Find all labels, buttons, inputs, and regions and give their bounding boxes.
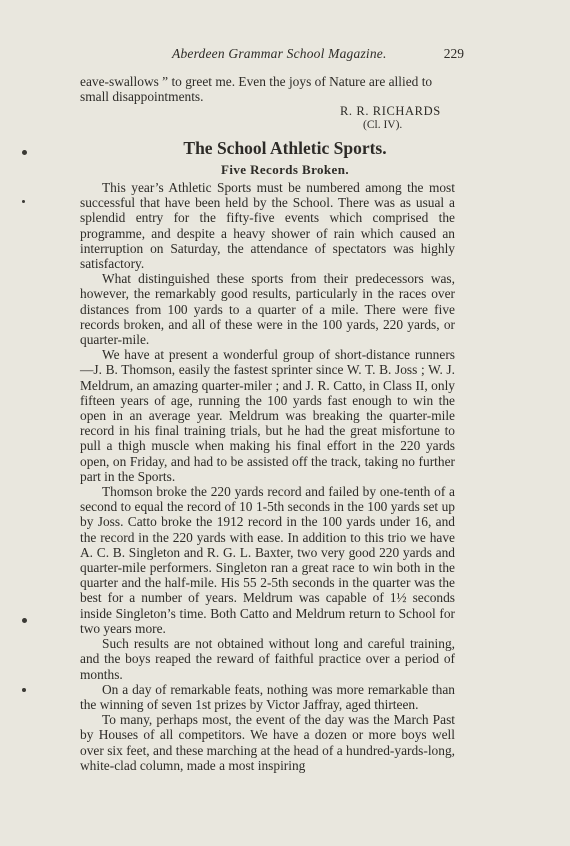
page-number: 229 xyxy=(443,46,464,61)
intro-text: eave-swallows ” to greet me. Even the joys of Nature are allied to small disappointments. xyxy=(80,74,433,105)
paragraph: On a day of remarkable feats, nothing was more remarkable than the winning of seven 1st prizes by Victor Jaffray, aged thirteen. xyxy=(80,681,455,712)
binding-mark xyxy=(22,688,26,692)
paragraph: We have at present a wonderful group of short-distance runners—J. B. Thomson, easily the fastest sprinter since W. T. B. Joss ; W. J. Meldrum, an amazing quarter-miler ; and J. R. Catto, in Class II, only fifteen years of age, running the 100 yards fast enough to win the open in an average year. Meldrum was breaking the quarter-mile record in his final training trials, but he had the great misfortune to pull a thigh muscle when making his final effort in the 220 yards open, on Friday, and had to be assisted off the track, taking no further part in the Sports. xyxy=(80,347,455,484)
article-subtitle: Five Records Broken. xyxy=(221,162,349,177)
paragraph: What distinguished these sports from their predecessors was, however, the remarkably good results, particularly in the races over distances from 100 yards to a quarter of a mile. There were five records broken, and all of these were in the 100 yards, 220 yards, or quarter-mile. xyxy=(80,271,455,348)
binding-mark xyxy=(22,618,27,623)
paragraph: To many, perhaps most, the event of the day was the March Past by Houses of all competitors. We have a dozen or more boys well over six feet, and these marching at the head of a hundred-yards-long, white-clad column, made a most inspiring xyxy=(80,712,455,773)
page-header xyxy=(80,46,464,66)
binding-mark xyxy=(22,150,27,155)
article-body xyxy=(80,180,455,773)
binding-mark xyxy=(22,200,25,203)
paragraph: Thomson broke the 220 yards record and failed by one-tenth of a second to equal the record of 10 1-5th seconds in the 100 yards set up by Joss. Catto broke the 1912 record in the 100 yards under 16, and the record in the 220 yards with ease. In addition to this trio we have A. C. B. Singleton and R. G. L. Baxter, two very good 220 yards and quarter-mile performers. Singleton ran a great race to win both in the quarter and the half-mile. His 55 2-5th seconds in the quarter was the best for a number of years. Meldrum was capable of 1½ seconds inside Singleton’s time. Both Catto and Meldrum return to School for two years more. xyxy=(80,484,455,636)
author-signature: R. R. RICHARDS xyxy=(340,104,441,118)
paragraph: This year’s Athletic Sports must be numbered among the most successful that have been held by the School. There was as usual a splendid entry for the fifty-five events which comprised the programme, and despite a heavy shower of rain which caused an interruption on Saturday, the attendance of spectators was highly satisfactory. xyxy=(80,180,455,272)
paragraph: Such results are not obtained without long and careful training, and the boys reaped the reward of faithful practice over a period of months. xyxy=(80,636,455,682)
article-title: The School Athletic Sports. xyxy=(183,138,387,158)
author-class: (Cl. IV). xyxy=(363,119,403,131)
running-head: Aberdeen Grammar School Magazine. xyxy=(172,46,387,61)
